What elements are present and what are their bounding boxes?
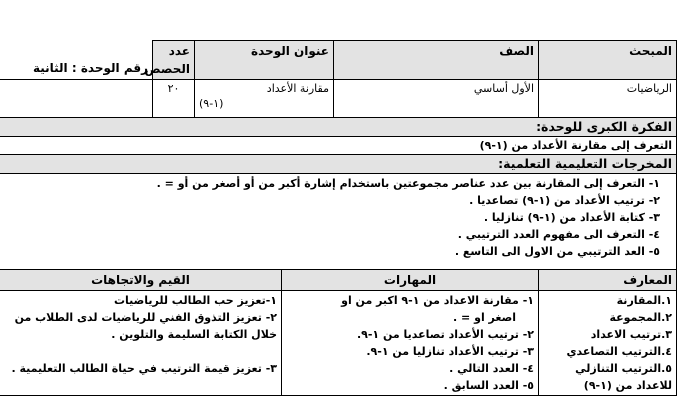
unit-title-value — [195, 80, 334, 118]
value-item: خلال الكتابة السليمة والتلوين . — [111, 328, 277, 341]
unit-title-header: عنوان الوحدة — [195, 41, 334, 80]
unit-number — [0, 61, 153, 118]
knowledge-item: للاعداد من (١-٩) — [583, 379, 672, 392]
outcome-item: ٤- التعرف الى مفهوم العدد الترتيبي . — [457, 228, 660, 241]
skill-item: ٣- ترتيب الأعداد تنازليا من ١-٩. — [366, 345, 534, 358]
knowledge-cell — [539, 291, 677, 396]
knowledge-header: المعارف — [539, 270, 677, 291]
value-item: ٢- تعزيز التذوق الفني للرياضيات لدى الطلاب من — [14, 311, 277, 324]
skill-item: ٤- العدد التالي . — [449, 362, 534, 375]
knowledge-item: ٤.الترتيب التصاعدي — [566, 345, 672, 358]
knowledge-item: ٣.ترتيب الاعداد — [590, 328, 672, 341]
lessons-value: ٢٠ — [153, 80, 195, 118]
outcome-item: ١- التعرف إلى المقارنة بين عدد عناصر مجموعتين باستخدام إشارة أكبر من أو أصغر من أو = . — [156, 177, 660, 190]
knowledge-item: ٢.المجموعة — [609, 311, 672, 324]
grade-header: الصف — [334, 41, 539, 80]
subject-header: المبحث — [539, 41, 677, 80]
values-cell — [0, 291, 282, 396]
unit-plan-sheet — [0, 40, 677, 396]
lessons-header: عدد الحصص — [153, 41, 195, 80]
big-idea-text: التعرف إلى مقارنة الأعداد من (١-٩) — [0, 137, 677, 155]
knowledge-item: ١.المقارنة — [616, 294, 672, 307]
outcomes-list — [0, 174, 677, 270]
unit-title-text: مقارنة الأعداد — [266, 82, 329, 95]
values-header: القيم والاتجاهات — [0, 270, 282, 291]
outcomes-label: المخرجات التعليمية التعلمية: — [0, 155, 677, 174]
knowledge-item: ٥.الترتيب التنازلي — [575, 362, 672, 375]
unit-number-label: رقم الوحدة : الثانية — [32, 61, 148, 75]
skill-item: ٥- العدد السابق . — [443, 379, 534, 392]
outcome-item: ٢- ترتيب الأعداد من (١-٩) تصاعديا . — [469, 194, 660, 207]
subject-value: الرياضيات — [539, 80, 677, 118]
skill-item: اصغر او = . — [453, 311, 516, 324]
unit-plan-table — [0, 40, 677, 396]
outcome-item: ٥- العد الترتيبي من الاول الى التاسع . — [454, 245, 660, 258]
grade-value: الأول أساسي — [334, 80, 539, 118]
value-item: ١-تعزيز حب الطالب للرياضيات — [113, 294, 277, 307]
value-item: ٣- تعزيز قيمة الترتيب في حياة الطالب التعليمية . — [11, 362, 277, 375]
big-idea-label: الفكرة الكبرى للوحدة: — [0, 118, 677, 137]
skills-cell — [282, 291, 539, 396]
skill-item: ١- مقارنة الاعداد من ١-٩ اكبر من او — [341, 294, 534, 307]
skill-item: ٢- ترتيب الأعداد تصاعديا من ١-٩. — [356, 328, 534, 341]
skills-header: المهارات — [282, 270, 539, 291]
unit-title-range: (١-٩) — [199, 97, 224, 110]
outcome-item: ٣- كتابة الأعداد من (١-٩) تنازليا . — [483, 211, 660, 224]
value-item — [4, 343, 277, 360]
